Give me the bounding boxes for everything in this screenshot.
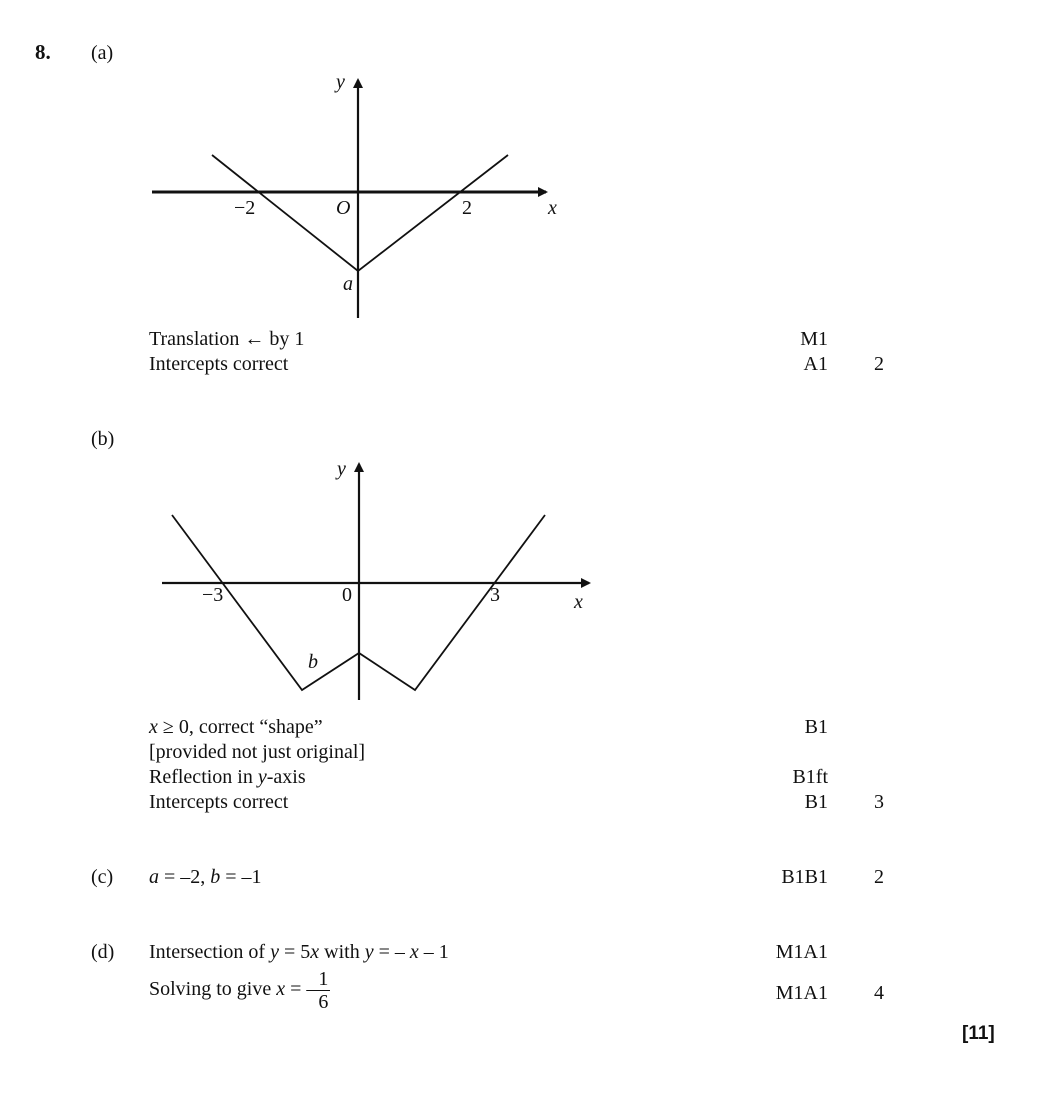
part-b-label: (b) (91, 428, 115, 450)
part-b-total: 3 (874, 791, 884, 813)
part-d-row-1-mark: M1A1 (775, 941, 828, 963)
part-a-total: 2 (874, 353, 884, 375)
part-d-label: (d) (91, 941, 115, 963)
part-c-answer: a = –2, b = –1 (149, 866, 262, 888)
part-b-row-4-text: Intercepts correct (149, 791, 289, 813)
intercept-b-label: b (308, 651, 318, 673)
total-marks: [11] (962, 1023, 995, 1044)
part-b-row-4-mark: B1 (804, 791, 828, 813)
part-a-label: (a) (91, 42, 114, 64)
tick-right-label: 2 (462, 197, 472, 219)
part-b-row-1-text: x ≥ 0, correct “shape” (149, 716, 323, 738)
part-b-row-2-text: [provided not just original] (149, 741, 366, 763)
graph-b (0, 440, 1042, 710)
part-c-total: 2 (874, 866, 884, 888)
var-x: x (149, 716, 158, 738)
x-axis-label: x (574, 591, 583, 613)
y-axis-label: y (336, 71, 345, 93)
origin-label: O (336, 197, 351, 219)
y-axis-label: y (337, 458, 346, 480)
part-b-row-3-mark: B1ft (792, 766, 828, 788)
tick-right-label: 3 (490, 584, 500, 606)
part-b-row-1-mark: B1 (804, 716, 828, 738)
part-c-mark: B1B1 (781, 866, 828, 888)
origin-label: 0 (342, 584, 352, 606)
tick-left-label: −2 (234, 197, 256, 219)
part-a-row-1-mark: M1 (800, 328, 828, 350)
graph-a (0, 0, 1042, 340)
fraction: $\frac{1}{6}$ (318, 968, 329, 1013)
part-a-row-1-text: Translation ← by 1 (149, 328, 305, 350)
question-number: 8. (35, 40, 51, 64)
tick-left-label: −3 (202, 584, 224, 606)
part-d-total: 4 (874, 982, 884, 1004)
part-c-label: (c) (91, 866, 114, 888)
part-d-row-1-text: Intersection of y = 5x with y = – x – 1 (149, 941, 449, 963)
vertex-label: a (343, 273, 353, 295)
part-a-row-2-text: Intercepts correct (149, 353, 289, 375)
part-b-row-3-text: Reflection in y-axis (149, 766, 306, 788)
x-axis-label: x (548, 197, 557, 219)
part-d-row-2-mark: M1A1 (775, 982, 828, 1004)
part-d-row-2-text: Solving to give x = – $\frac{1}{6}$ (149, 968, 329, 1013)
part-a-row-2-mark: A1 (803, 353, 828, 375)
